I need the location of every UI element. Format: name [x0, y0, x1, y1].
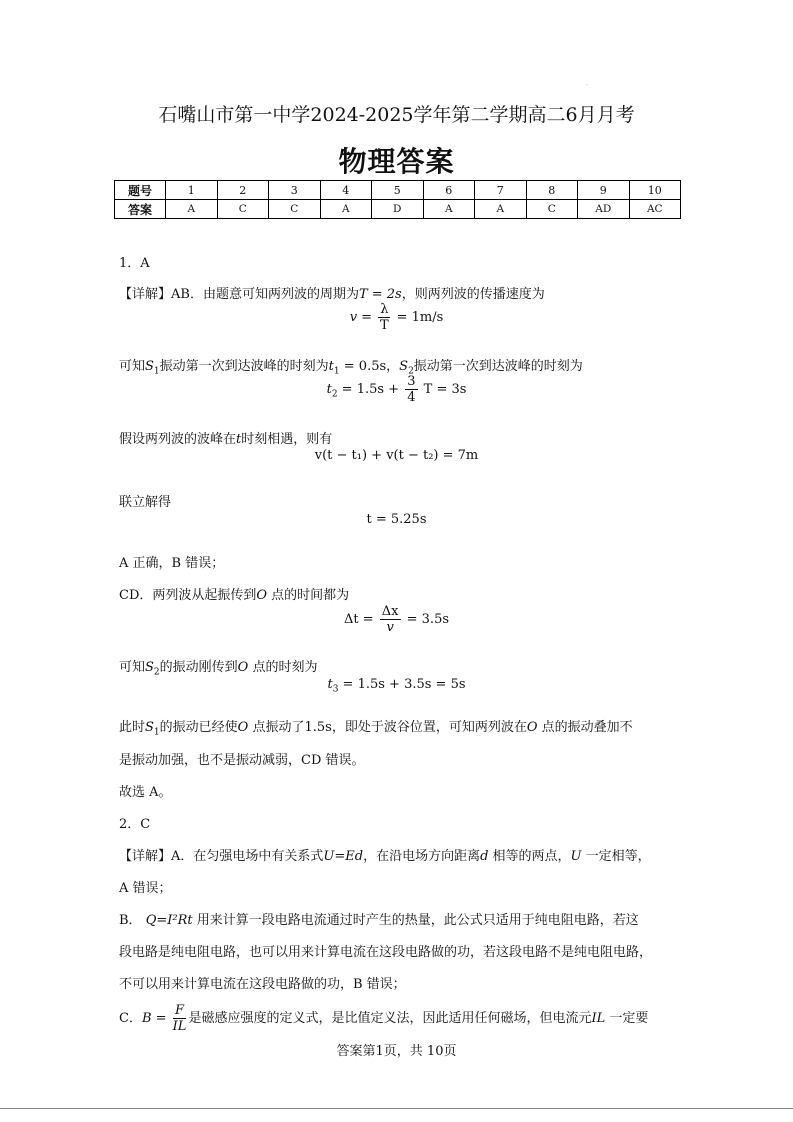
text: 【详解】AB．由题意可知两列波的周期为: [119, 287, 359, 302]
text: 时刻相遇，则有: [241, 432, 333, 447]
table-cell: 1: [166, 181, 218, 200]
table-cell: 6: [423, 181, 475, 200]
table-cell: C: [269, 200, 321, 219]
subscript: 2: [331, 389, 338, 400]
numerator: Δx: [381, 604, 399, 619]
q1-eq-t: t = 5.25s: [366, 512, 427, 527]
text: CD．两列波从起振传到: [119, 588, 257, 603]
subscript: 1: [153, 366, 160, 377]
text: 一定要: [605, 1011, 649, 1026]
table-cell: 5: [372, 181, 424, 200]
q1-line1: [119, 283, 545, 302]
math: S: [399, 359, 409, 374]
table-cell: D: [372, 200, 424, 219]
q2-line4: 段电路是纯电阻电路，也可以用来计算电流在这段电路做的功，若这段电路不是纯电阻电路，: [119, 945, 653, 960]
math: t: [327, 677, 333, 692]
text: 点的时刻为: [248, 660, 318, 675]
text: 可知: [119, 359, 146, 374]
q1-line4: 联立解得: [119, 495, 172, 510]
page-bottom-divider: [0, 1108, 793, 1109]
page-title: 物理答案: [338, 145, 455, 178]
q2-line1: [119, 845, 651, 864]
text: 【详解】A．在匀强电场中有关系式: [119, 849, 324, 864]
math: = 1.5s + 3.5s = 5s: [338, 677, 466, 692]
page-footer: 答案第1页，共 10页: [336, 1044, 457, 1059]
table-row-answers: [115, 200, 681, 219]
denominator: v: [386, 620, 394, 635]
text: 是磁感应强度的定义式，是比值定义法，因此适用任何磁场，但电流元: [188, 1011, 592, 1026]
numerator: F: [173, 1003, 187, 1019]
table-header-number: 题号: [115, 181, 166, 200]
table-cell: A: [320, 200, 372, 219]
q1-eq-dt: [0, 604, 793, 635]
text: 点振动了1.5s，即处于波谷位置，可知两列波在: [248, 720, 527, 735]
table-cell: 10: [629, 181, 681, 200]
text: 振动第一次到达波峰的时刻为: [413, 359, 583, 374]
scan-dot: ·: [586, 82, 588, 89]
table-cell: A: [166, 200, 218, 219]
answer-table: [114, 180, 681, 219]
text: B．: [119, 913, 146, 928]
text: ，在沿电场方向距离: [363, 849, 481, 864]
text: 的振动刚传到: [159, 660, 238, 675]
table-cell: 9: [578, 181, 630, 200]
table-cell: AC: [629, 200, 681, 219]
table-cell: 2: [217, 181, 269, 200]
q1-line8: [119, 716, 633, 738]
table-cell: 3: [269, 181, 321, 200]
math: S: [145, 359, 154, 374]
q2-line3: [119, 909, 639, 928]
q1-line7: [119, 656, 317, 678]
table-cell: 4: [320, 181, 372, 200]
subscript: 3: [332, 684, 339, 695]
fraction: [173, 1003, 187, 1034]
text: C．: [119, 1011, 142, 1026]
math: S: [145, 660, 154, 675]
text: 一定相等，: [581, 849, 651, 864]
table-cell: 8: [526, 181, 578, 200]
q1-line6: [119, 584, 349, 603]
text: 此时: [119, 720, 146, 735]
subscript: 1: [153, 727, 160, 738]
math: O: [237, 660, 249, 675]
text: 的振动已经使: [159, 720, 238, 735]
math: T = 3s: [423, 382, 467, 397]
fraction: [380, 604, 401, 635]
text: 点的时间都为: [267, 588, 350, 603]
text: 假设两列波的波峰在: [119, 432, 237, 447]
text: 点的振动叠加不: [537, 720, 633, 735]
text: 振动第一次到达波峰的时刻为: [159, 359, 329, 374]
math: = 1.5s +: [337, 382, 400, 397]
numerator: λ: [380, 302, 389, 317]
denominator: IL: [172, 1019, 187, 1034]
math: t: [328, 359, 334, 374]
q1-eq-t2: [0, 374, 793, 405]
math: v =: [349, 310, 373, 325]
text: 用来计算一段电路电流通过时产生的热量，此公式只适用于纯电阻电路，若这: [192, 913, 639, 928]
q2-line5: 不可以用来计算电流在这段电路做的功，B 错误；: [119, 977, 406, 992]
text: 相等的两点，: [488, 849, 571, 864]
math: U: [570, 849, 582, 864]
math: B =: [141, 1011, 167, 1026]
denominator: T: [380, 318, 389, 333]
q1-line9: 是振动加强，也不是振动减弱，CD 错误。: [119, 753, 365, 768]
math: t: [326, 382, 332, 397]
math: Q=I²Rt: [145, 913, 193, 928]
fraction: [378, 302, 390, 333]
subscript: 1: [333, 366, 340, 377]
math: = 0.5s，: [339, 359, 400, 374]
exam-subtitle: 石嘴山市第一中学2024-2025学年第二学期高二6月月考: [158, 104, 635, 126]
math: O: [256, 588, 268, 603]
q1-line10: 故选 A。: [119, 785, 172, 800]
fraction: [405, 374, 417, 405]
q2-heading: 2．C: [119, 817, 151, 832]
table-header-answer: 答案: [115, 200, 166, 219]
q1-heading: 1．A: [119, 256, 150, 271]
table-cell: AD: [578, 200, 630, 219]
math: = 3.5s: [406, 612, 450, 627]
table-cell: A: [475, 200, 527, 219]
text: 可知: [119, 660, 146, 675]
text: ，则两列波的传播速度为: [401, 287, 545, 302]
q1-eq-velocity: [0, 302, 793, 333]
math: Δt =: [343, 612, 374, 627]
table-cell: 7: [475, 181, 527, 200]
table-cell: A: [423, 200, 475, 219]
math: T = 2s: [358, 287, 402, 302]
q2-line6: [119, 1003, 648, 1034]
q2-line2: A 错误；: [119, 881, 172, 896]
math: U=Ed: [323, 849, 364, 864]
q1-eq-t3: [0, 677, 793, 695]
math: O: [526, 720, 538, 735]
subscript: 2: [153, 667, 160, 678]
math: = 1m/s: [396, 310, 444, 325]
math: O: [237, 720, 249, 735]
table-cell: C: [526, 200, 578, 219]
q1-line5: A 正确，B 错误；: [119, 556, 225, 571]
table-row-numbers: [115, 181, 681, 200]
math: S: [145, 720, 154, 735]
math: t: [236, 432, 242, 447]
q1-line3: [119, 428, 332, 447]
subscript: 2: [408, 366, 414, 377]
q1-eq-meet: v(t − t₁) + v(t − t₂) = 7m: [314, 448, 479, 463]
denominator: 4: [407, 390, 416, 405]
numerator: 3: [407, 374, 416, 389]
math: d: [480, 849, 489, 864]
math: IL: [591, 1011, 606, 1026]
table-cell: C: [217, 200, 269, 219]
